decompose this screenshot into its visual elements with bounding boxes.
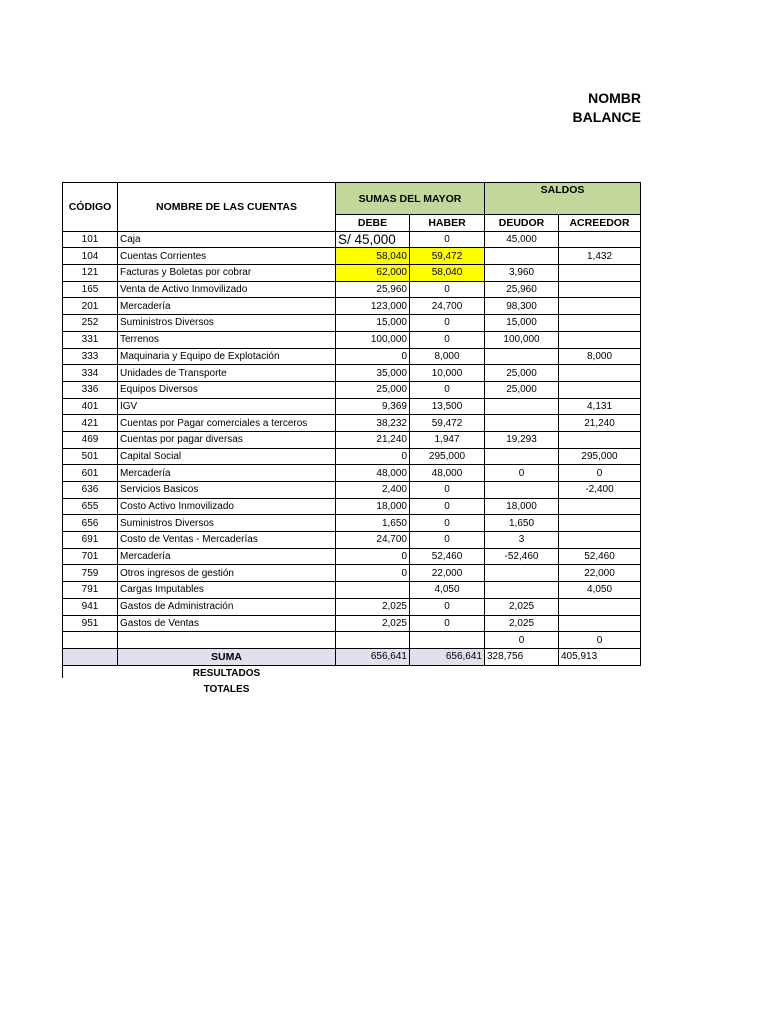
footer-row: [63, 665, 641, 681]
cell-codigo[interactable]: 165: [63, 281, 118, 298]
cell-haber[interactable]: 8,000: [410, 348, 485, 365]
cell-codigo[interactable]: 655: [63, 498, 118, 515]
cell-acreedor[interactable]: [559, 532, 641, 549]
cell-deudor[interactable]: [485, 398, 559, 415]
header-deudor[interactable]: DEUDOR: [485, 215, 559, 232]
table-row: [63, 398, 641, 415]
cell-deudor[interactable]: 18,000: [485, 498, 559, 515]
cell-haber[interactable]: 0: [410, 515, 485, 532]
header-title-line1: NOMBR: [588, 90, 641, 106]
cell-acreedor[interactable]: 4,050: [559, 582, 641, 599]
cell-acreedor[interactable]: 295,000: [559, 448, 641, 465]
cell-deudor[interactable]: [485, 582, 559, 599]
cell-debe[interactable]: 0: [336, 448, 410, 465]
cell-debe[interactable]: 15,000: [336, 315, 410, 332]
cell-haber[interactable]: 22,000: [410, 565, 485, 582]
cell-nombre[interactable]: Suministros Diversos: [118, 515, 336, 532]
cell-acreedor[interactable]: 0: [559, 465, 641, 482]
cell-deudor[interactable]: [485, 482, 559, 499]
header-nombre[interactable]: NOMBRE DE LAS CUENTAS: [118, 183, 336, 232]
cell-haber[interactable]: 52,460: [410, 548, 485, 565]
cell-codigo[interactable]: 636: [63, 482, 118, 499]
cell-codigo[interactable]: 759: [63, 565, 118, 582]
cell-deudor[interactable]: 25,960: [485, 281, 559, 298]
cell-acreedor[interactable]: 8,000: [559, 348, 641, 365]
cell-codigo[interactable]: 691: [63, 532, 118, 549]
table-row: [63, 365, 641, 382]
cell-acreedor[interactable]: [559, 298, 641, 315]
cell-debe[interactable]: 38,232: [336, 415, 410, 432]
cell-debe[interactable]: 25,960: [336, 281, 410, 298]
cell-debe[interactable]: [336, 582, 410, 599]
cell-nombre[interactable]: [118, 632, 336, 649]
cell-haber[interactable]: 0: [410, 381, 485, 398]
cell-haber[interactable]: [410, 632, 485, 649]
cell-debe[interactable]: 58,040: [336, 248, 410, 265]
table-row: [63, 298, 641, 315]
cell-codigo[interactable]: 501: [63, 448, 118, 465]
cell-codigo[interactable]: 201: [63, 298, 118, 315]
table-row: [63, 348, 641, 365]
table-row: [63, 448, 641, 465]
footer-blank: [485, 681, 559, 697]
cell-debe[interactable]: 2,025: [336, 598, 410, 615]
cell-debe[interactable]: 35,000: [336, 365, 410, 382]
table-row: [63, 415, 641, 432]
cell-haber[interactable]: 0: [410, 532, 485, 549]
table-row: [63, 265, 641, 282]
footer-blank: [410, 681, 485, 697]
cell-debe[interactable]: 9,369: [336, 398, 410, 415]
cell-nombre[interactable]: Otros ingresos de gestión: [118, 565, 336, 582]
table-row: [63, 315, 641, 332]
table-row: [63, 431, 641, 448]
footer-blank: [63, 665, 118, 681]
cell-acreedor[interactable]: [559, 365, 641, 382]
cell-codigo[interactable]: [63, 632, 118, 649]
cell-debe[interactable]: S/ 45,000: [336, 231, 410, 248]
cell-nombre[interactable]: Venta de Activo Inmovilizado: [118, 281, 336, 298]
cell-deudor[interactable]: -52,460: [485, 548, 559, 565]
cell-nombre[interactable]: Mercadería: [118, 298, 336, 315]
cell-acreedor[interactable]: [559, 315, 641, 332]
cell-acreedor[interactable]: [559, 515, 641, 532]
cell-debe[interactable]: 62,000: [336, 265, 410, 282]
table-row: [63, 482, 641, 499]
cell-deudor[interactable]: [485, 448, 559, 465]
cell-acreedor[interactable]: 52,460: [559, 548, 641, 565]
header-debe[interactable]: DEBE: [336, 215, 410, 232]
cell-debe[interactable]: 0: [336, 348, 410, 365]
header-acreedor[interactable]: ACREEDOR: [559, 215, 641, 232]
cell-codigo[interactable]: 601: [63, 465, 118, 482]
cell-codigo[interactable]: 333: [63, 348, 118, 365]
cell-nombre[interactable]: Servicios Basicos: [118, 482, 336, 499]
header-haber[interactable]: HABER: [410, 215, 485, 232]
cell-deudor[interactable]: [485, 565, 559, 582]
balance-table: [62, 182, 641, 697]
resultados-label: RESULTADOS: [192, 667, 261, 679]
table-row: [63, 248, 641, 265]
cell-codigo[interactable]: 336: [63, 381, 118, 398]
cell-haber[interactable]: 0: [410, 598, 485, 615]
cell-codigo[interactable]: 791: [63, 582, 118, 599]
suma-haber[interactable]: 656,641: [410, 648, 485, 665]
cell-deudor[interactable]: 25,000: [485, 365, 559, 382]
header-sumas-del-mayor[interactable]: SUMAS DEL MAYOR: [336, 183, 485, 215]
cell-acreedor[interactable]: 1,432: [559, 248, 641, 265]
suma-label[interactable]: SUMA: [118, 648, 336, 665]
cell-deudor[interactable]: 3: [485, 532, 559, 549]
suma-deudor[interactable]: 328,756: [485, 648, 559, 665]
cell-deudor[interactable]: 100,000: [485, 331, 559, 348]
cell-debe[interactable]: 48,000: [336, 465, 410, 482]
table-row: [63, 331, 641, 348]
cell-deudor[interactable]: [485, 248, 559, 265]
cell-deudor[interactable]: 3,960: [485, 265, 559, 282]
cell-codigo[interactable]: 656: [63, 515, 118, 532]
cell-haber[interactable]: 0: [410, 281, 485, 298]
footer-blank: [485, 665, 559, 681]
suma-row: [63, 648, 641, 665]
cell-nombre[interactable]: Maquinaria y Equipo de Explotación: [118, 348, 336, 365]
cell-deudor[interactable]: 98,300: [485, 298, 559, 315]
cell-debe[interactable]: 25,000: [336, 381, 410, 398]
table-row: [63, 598, 641, 615]
cell-nombre[interactable]: Cuentas por Pagar comerciales a terceros: [118, 415, 336, 432]
cell-nombre[interactable]: Cuentas por pagar diversas: [118, 431, 336, 448]
cell-deudor[interactable]: [485, 415, 559, 432]
footer-blank: [410, 665, 485, 681]
cell-debe[interactable]: 2,025: [336, 615, 410, 632]
suma-blank[interactable]: [63, 648, 118, 665]
cell-nombre[interactable]: Mercadería: [118, 548, 336, 565]
cell-nombre[interactable]: Costo Activo Inmovilizado: [118, 498, 336, 515]
cell-deudor[interactable]: 0: [485, 465, 559, 482]
table-row: [63, 498, 641, 515]
footer-blank: [336, 681, 410, 697]
left-border-line: [62, 660, 63, 678]
totales-label: TOTALES: [203, 683, 250, 695]
table-row: [63, 582, 641, 599]
cell-haber[interactable]: 59,472: [410, 415, 485, 432]
cell-deudor[interactable]: 25,000: [485, 381, 559, 398]
table-row: [63, 515, 641, 532]
cell-deudor[interactable]: 1,650: [485, 515, 559, 532]
cell-nombre[interactable]: Gastos de Ventas: [118, 615, 336, 632]
cell-haber[interactable]: 10,000: [410, 365, 485, 382]
cell-haber[interactable]: 0: [410, 498, 485, 515]
cell-nombre[interactable]: IGV: [118, 398, 336, 415]
table-row: [63, 615, 641, 632]
cell-codigo[interactable]: 421: [63, 415, 118, 432]
cell-codigo[interactable]: 101: [63, 231, 118, 248]
cell-haber[interactable]: 13,500: [410, 398, 485, 415]
footer-blank: [559, 665, 641, 681]
cell-haber[interactable]: 0: [410, 482, 485, 499]
cell-acreedor[interactable]: 0: [559, 632, 641, 649]
cell-debe[interactable]: 0: [336, 565, 410, 582]
header-title-line2: BALANCE: [572, 109, 641, 125]
cell-acreedor[interactable]: 22,000: [559, 565, 641, 582]
cell-deudor[interactable]: [485, 348, 559, 365]
footer-blank: [336, 665, 410, 681]
suma-debe[interactable]: 656,641: [336, 648, 410, 665]
table-row: [63, 281, 641, 298]
cell-deudor[interactable]: 45,000: [485, 231, 559, 248]
cell-haber[interactable]: 58,040: [410, 265, 485, 282]
cell-nombre[interactable]: Unidades de Transporte: [118, 365, 336, 382]
footer-blank: [63, 681, 118, 697]
cell-nombre[interactable]: Facturas y Boletas por cobrar: [118, 265, 336, 282]
cell-codigo[interactable]: 334: [63, 365, 118, 382]
table-row: [63, 548, 641, 565]
cell-nombre[interactable]: Terrenos: [118, 331, 336, 348]
cell-codigo[interactable]: 469: [63, 431, 118, 448]
cell-nombre[interactable]: Cargas Imputables: [118, 582, 336, 599]
cell-nombre[interactable]: Capital Social: [118, 448, 336, 465]
cell-debe[interactable]: 123,000: [336, 298, 410, 315]
cell-debe[interactable]: 0: [336, 548, 410, 565]
cell-deudor[interactable]: 2,025: [485, 615, 559, 632]
cell-haber[interactable]: 59,472: [410, 248, 485, 265]
table-row: [63, 381, 641, 398]
cell-nombre[interactable]: Equipos Diversos: [118, 381, 336, 398]
footer-row: [63, 681, 641, 697]
cell-codigo[interactable]: 941: [63, 598, 118, 615]
cell-codigo[interactable]: 331: [63, 331, 118, 348]
cell-codigo[interactable]: 252: [63, 315, 118, 332]
cell-acreedor[interactable]: [559, 281, 641, 298]
cell-haber[interactable]: 295,000: [410, 448, 485, 465]
cell-nombre[interactable]: Mercadería: [118, 465, 336, 482]
cell-nombre[interactable]: Gastos de Administración: [118, 598, 336, 615]
cell-acreedor[interactable]: [559, 381, 641, 398]
cell-debe[interactable]: 18,000: [336, 498, 410, 515]
cell-haber[interactable]: 0: [410, 615, 485, 632]
cell-debe[interactable]: 2,400: [336, 482, 410, 499]
cell-codigo[interactable]: 951: [63, 615, 118, 632]
cell-acreedor[interactable]: [559, 231, 641, 248]
cell-acreedor[interactable]: [559, 498, 641, 515]
table-row: [63, 632, 641, 649]
cell-haber[interactable]: 4,050: [410, 582, 485, 599]
cell-debe[interactable]: [336, 632, 410, 649]
cell-haber[interactable]: 0: [410, 331, 485, 348]
cell-deudor[interactable]: 15,000: [485, 315, 559, 332]
cell-haber[interactable]: 0: [410, 231, 485, 248]
cell-debe[interactable]: 100,000: [336, 331, 410, 348]
cell-codigo[interactable]: 121: [63, 265, 118, 282]
header-codigo[interactable]: CÓDIGO: [63, 183, 118, 232]
cell-nombre[interactable]: Suministros Diversos: [118, 315, 336, 332]
cell-acreedor[interactable]: 21,240: [559, 415, 641, 432]
table-row: [63, 532, 641, 549]
cell-codigo[interactable]: 104: [63, 248, 118, 265]
footer-blank: [559, 681, 641, 697]
cell-haber[interactable]: 48,000: [410, 465, 485, 482]
cell-deudor[interactable]: 0: [485, 632, 559, 649]
cell-acreedor[interactable]: 4,131: [559, 398, 641, 415]
cell-codigo[interactable]: 401: [63, 398, 118, 415]
cell-haber[interactable]: 0: [410, 315, 485, 332]
cell-debe[interactable]: 1,650: [336, 515, 410, 532]
cell-debe[interactable]: 24,700: [336, 532, 410, 549]
cell-debe[interactable]: 21,240: [336, 431, 410, 448]
table-row: [63, 231, 641, 248]
suma-acreedor[interactable]: 405,913: [559, 648, 641, 665]
cell-acreedor[interactable]: [559, 598, 641, 615]
cell-deudor[interactable]: 2,025: [485, 598, 559, 615]
cell-haber[interactable]: 24,700: [410, 298, 485, 315]
table-row: [63, 465, 641, 482]
cell-nombre[interactable]: Caja: [118, 231, 336, 248]
cell-nombre[interactable]: Costo de Ventas - Mercaderías: [118, 532, 336, 549]
cell-acreedor[interactable]: [559, 431, 641, 448]
cell-acreedor[interactable]: [559, 265, 641, 282]
cell-deudor[interactable]: 19,293: [485, 431, 559, 448]
cell-acreedor[interactable]: [559, 331, 641, 348]
table-row: [63, 565, 641, 582]
cell-nombre[interactable]: Cuentas Corrientes: [118, 248, 336, 265]
cell-acreedor[interactable]: [559, 615, 641, 632]
cell-codigo[interactable]: 701: [63, 548, 118, 565]
header-saldos[interactable]: SALDOS: [485, 183, 641, 215]
cell-haber[interactable]: 1,947: [410, 431, 485, 448]
cell-acreedor[interactable]: -2,400: [559, 482, 641, 499]
